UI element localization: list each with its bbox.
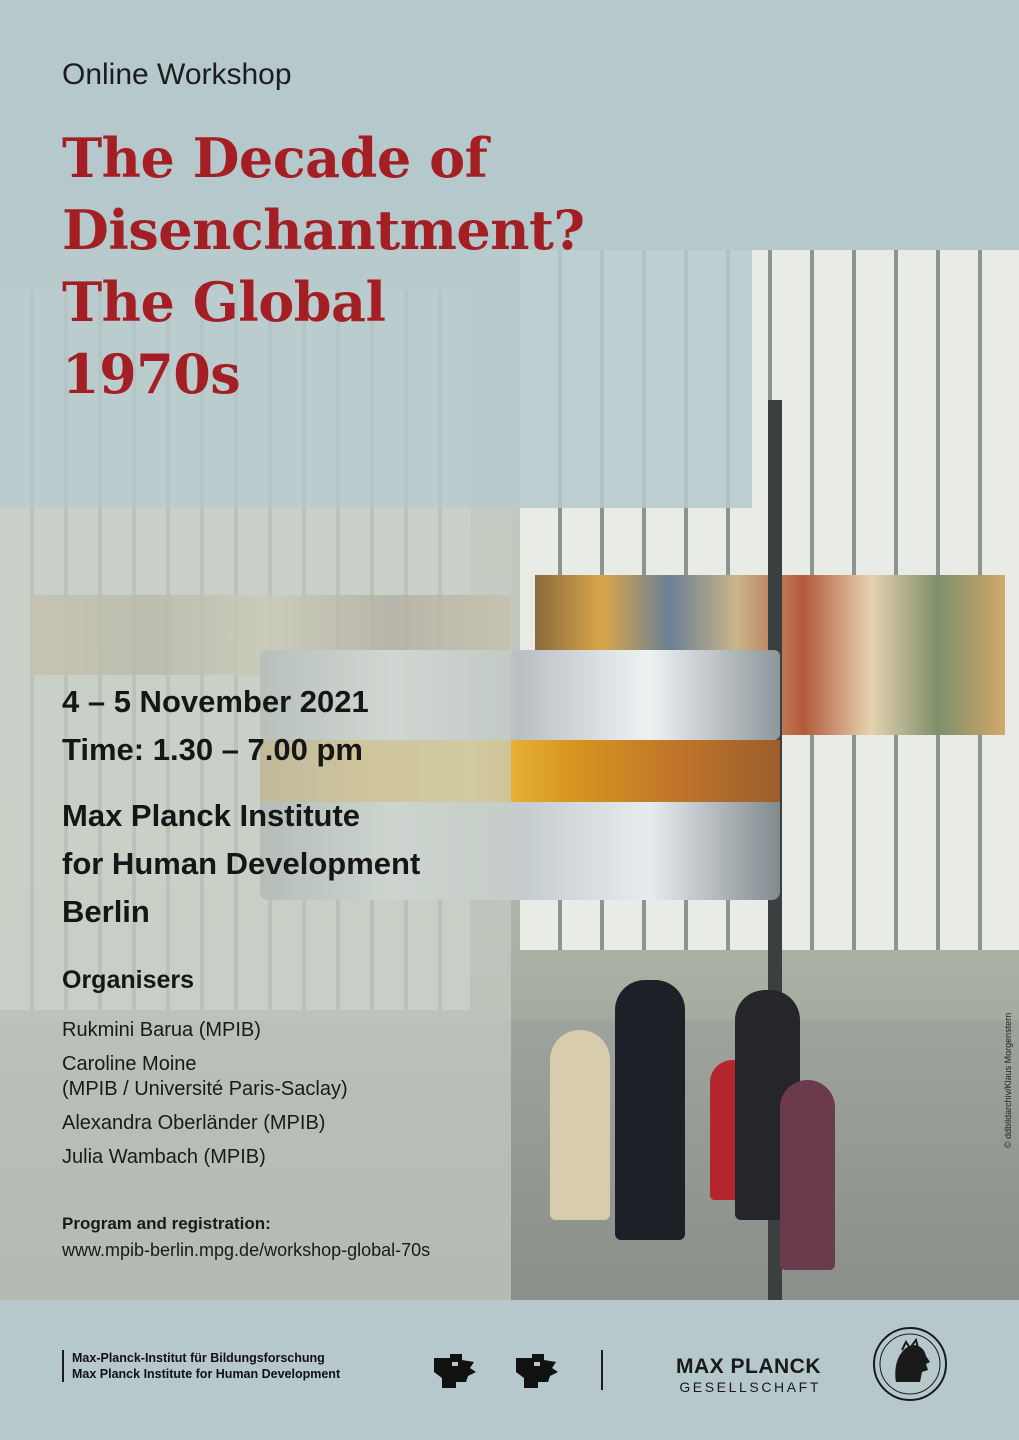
title-line: The Global [62, 270, 386, 334]
pedestrians [520, 950, 840, 1300]
mpg-name: MAX PLANCK [676, 1355, 821, 1378]
mpg-sub: GESELLSCHAFT [679, 1379, 821, 1395]
event-info [62, 678, 502, 774]
event-time: Time: 1.30 – 7.00 pm [62, 732, 363, 767]
pedestrian [615, 980, 685, 1240]
venue-line: Max Planck Institute [62, 798, 361, 833]
venue-line: Berlin [62, 894, 150, 929]
registration [62, 1212, 430, 1264]
venue-line: for Human Development [62, 846, 421, 881]
photo-credit-text: © ddbildarchiv/Klaus Morgenstern [1003, 1012, 1013, 1148]
event-type: Online Workshop [62, 58, 292, 91]
registration-heading: Program and registration: [62, 1214, 271, 1233]
institute-name-de: Max-Planck-Institut für Bildungsforschung [72, 1351, 325, 1365]
profile-face-icon [432, 1352, 476, 1390]
pedestrian [550, 1030, 610, 1220]
institute-name [62, 1350, 340, 1382]
pedestrian [780, 1080, 835, 1270]
organiser: Caroline Moine (MPIB / Université Paris-Saclay) [62, 1053, 348, 1100]
title-line: Disenchantment? [62, 198, 585, 262]
organiser: Julia Wambach (MPIB) [62, 1146, 266, 1168]
institute-name-en: Max Planck Institute for Human Development [72, 1367, 341, 1381]
mpg-wordmark [676, 1355, 821, 1395]
organisers-list [62, 1018, 502, 1179]
event-date: 4 – 5 November 2021 [62, 684, 369, 719]
mpib-logo [432, 1352, 572, 1392]
organisers-heading: Organisers [62, 966, 195, 994]
title-line: 1970s [62, 342, 241, 406]
title-line: The Decade of [62, 126, 488, 190]
photo-credit [1003, 1013, 1013, 1148]
page-title [62, 122, 762, 410]
footer-divider [601, 1350, 603, 1390]
minerva-seal-icon [872, 1326, 948, 1402]
event-venue [62, 792, 502, 936]
organiser: Alexandra Oberländer (MPIB) [62, 1112, 326, 1134]
registration-link[interactable]: www.mpib-berlin.mpg.de/workshop-global-70s [62, 1240, 431, 1260]
profile-face-icon [514, 1352, 558, 1390]
organiser: Rukmini Barua (MPIB) [62, 1019, 261, 1041]
